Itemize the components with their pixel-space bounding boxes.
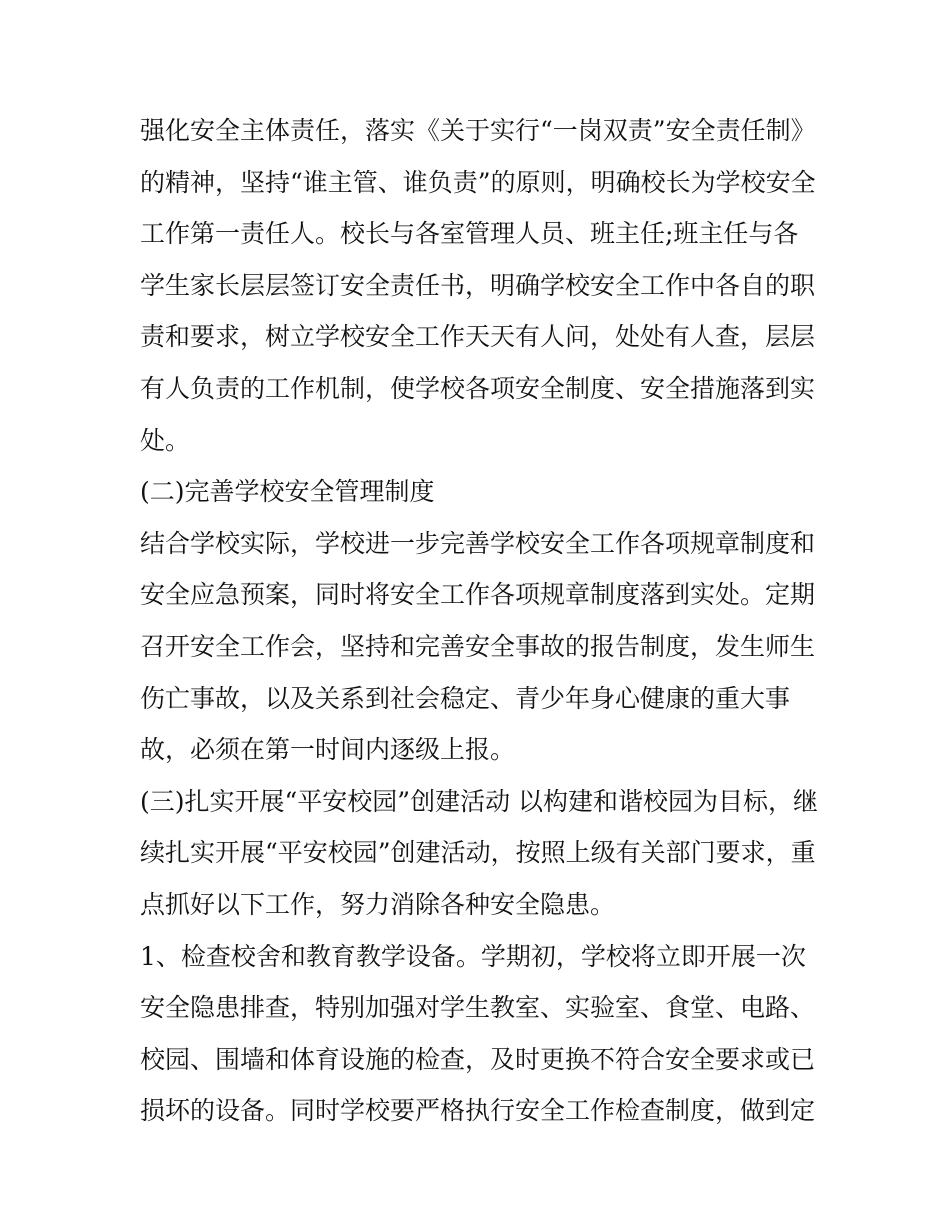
section-heading: (二)完善学校安全管理制度 (140, 477, 435, 507)
text-line: 故，必须在第一时间内逐级上报。 (140, 735, 516, 765)
text-line: 续扎实开展“平安校园”创建活动，按照上级有关部门要求，重 (140, 838, 816, 868)
section-heading: (三)扎实开展“平安校园”创建活动 以构建和谐校园为目标，继 (140, 786, 819, 816)
text-line: 点抓好以下工作，努力消除各种安全隐患。 (140, 889, 616, 919)
text-line: 工作第一责任人。校长与各室管理人员、班主任;班主任与各 (140, 219, 799, 249)
text-line: 处。 (140, 425, 191, 455)
text-line: 校园、围墙和体育设施的检查，及时更换不符合安全要求或已 (140, 1044, 816, 1074)
text-line: 伤亡事故，以及关系到社会稳定、青少年身心健康的重大事 (140, 683, 791, 713)
text-line: 责和要求，树立学校安全工作天天有人问，处处有人查，层层 (140, 322, 816, 352)
text-line: 安全应急预案，同时将安全工作各项规章制度落到实处。定期 (140, 580, 816, 610)
text-line: 学生家长层层签订安全责任书，明确学校安全工作中各自的职 (140, 270, 816, 300)
text-line: 召开安全工作会，坚持和完善安全事故的报告制度，发生师生 (140, 631, 816, 661)
text-line: 结合学校实际，学校进一步完善学校安全工作各项规章制度和 (140, 528, 816, 558)
text-line: 强化安全主体责任，落实《关于实行“一岗双责”安全责任制》 (140, 116, 816, 145)
text-line: 的精神，坚持“谁主管、谁负责”的原则，明确校长为学校安全 (140, 167, 816, 197)
text-line: 有人负责的工作机制，使学校各项安全制度、安全措施落到实 (140, 373, 816, 403)
text-line: 安全隐患排查，特别加强对学生教室、实验室、食堂、电路、 (140, 993, 816, 1023)
text-line: 损坏的设备。同时学校要严格执行安全工作检查制度，做到定 (140, 1096, 816, 1126)
list-item: 1、检查校舍和教育教学设备。学期初，学校将立即开展一次 (140, 941, 806, 971)
document-body (140, 105, 820, 1137)
